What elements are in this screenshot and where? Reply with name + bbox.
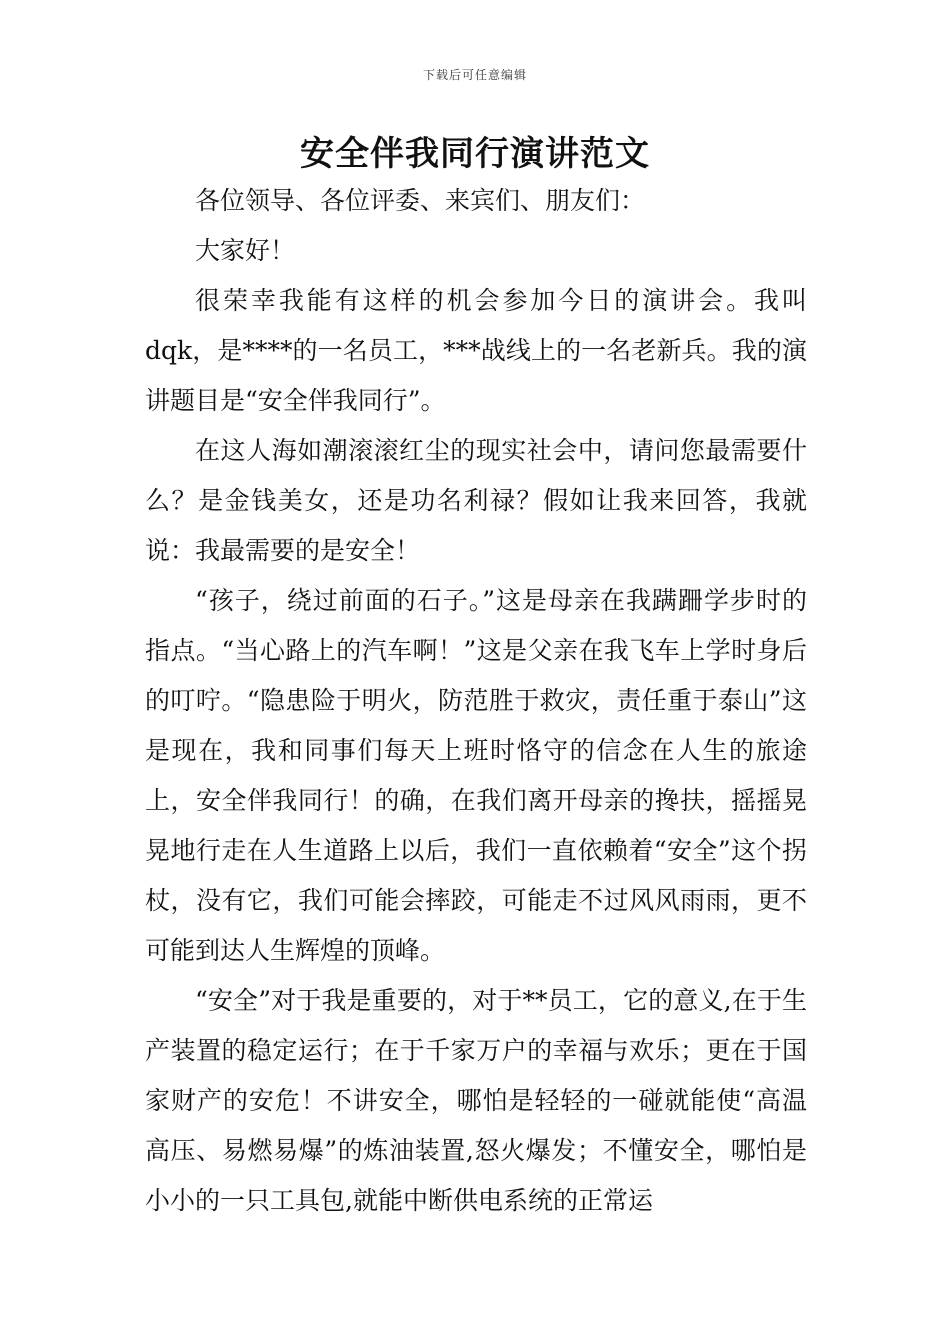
body-paragraph: “孩子，绕过前面的石子。”这是母亲在我蹒跚学步时的指点。“当心路上的汽车啊！”这是父亲在我飞车上学时身后的叮咛。“隐患险于明火，防范胜于救灾，责任重于泰山”这是现在，我和同事们每天上班时恪守的信念在人生的旅途上，安全伴我同行！的确，在我们离开母亲的搀扶，摇摇晃晃地行走在人生道路上以后，我们一直依赖着“安全”这个拐杖，没有它，我们可能会摔跤，可能走不过风风雨雨，更不可能到达人生辉煌的顶峰。: [145, 586, 807, 965]
greeting-paragraph: 大家好！: [195, 236, 296, 265]
document-body: [145, 176, 807, 1226]
salutation-paragraph: 各位领导、各位评委、来宾们、朋友们：: [195, 186, 646, 215]
document-title: 安全伴我同行演讲范文: [300, 134, 650, 174]
body-paragraph: 在这人海如潮滚滚红尘的现实社会中，请问您最需要什么？是金钱美女，还是功名利禄？假如让我来回答，我就说：我最需要的是安全！: [145, 436, 807, 565]
body-paragraph: 很荣幸我能有这样的机会参加今日的演讲会。我叫dqk，是****的一名员工，***战线上的一名老新兵。我的演讲题目是“安全伴我同行”。: [145, 286, 807, 415]
body-paragraph: “安全”对于我是重要的，对于**员工，它的意义,在于生产装置的稳定运行；在于千家万户的幸福与欢乐；更在于国家财产的安危！不讲安全，哪怕是轻轻的一碰就能使“高温高压、易燃易爆”的炼油装置,怒火爆发；不懂安全，哪怕是小小的一只工具包,就能中断供电系统的正常运: [145, 986, 807, 1215]
header-note: 下载后可任意编辑: [422, 68, 527, 82]
